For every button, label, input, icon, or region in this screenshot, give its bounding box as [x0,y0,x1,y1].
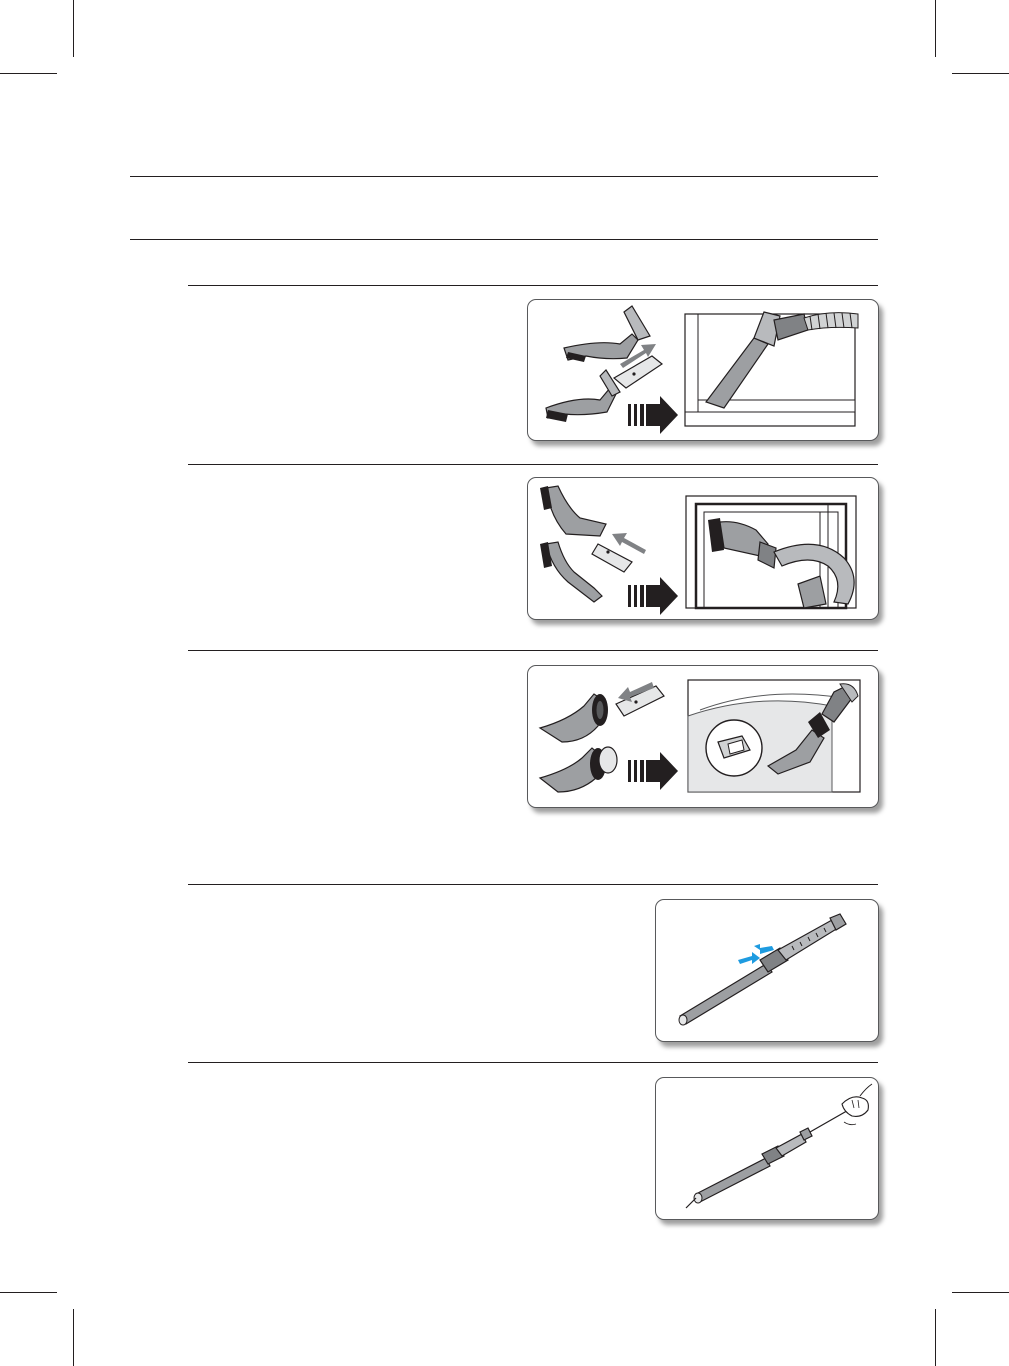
crop-mark-bottom-right-v [935,1309,936,1366]
crevice-tool-illustration [527,299,879,441]
crop-mark-top-left-h [0,73,57,74]
crop-mark-bottom-left-h [0,1292,57,1293]
title-rule-top [130,176,878,177]
right-arrow-icon [628,577,678,615]
right-arrow-icon [628,396,678,434]
crop-mark-top-right-v [935,0,936,57]
window-scene [685,312,858,426]
crop-mark-top-left-v [73,0,74,57]
telescopic-pipe [679,914,846,1025]
dusting-brush-illustration [527,477,879,620]
section-rule-5 [188,1062,878,1063]
section-rule-4 [188,884,878,885]
crevice-nozzle [614,356,662,388]
crop-mark-bottom-right-h [952,1292,1009,1293]
hand-icon [842,1084,872,1125]
brush-head-bottom [546,370,620,422]
gray-slide-arrow-icon [612,533,646,554]
telescopic-pipe [694,1128,812,1203]
crop-mark-top-right-h [952,73,1009,74]
upholstery-nozzle-top [540,694,608,742]
section-rule-1 [188,285,878,286]
car-interior-scene [688,680,860,792]
window-frame-scene [686,496,856,608]
upholstery-tool-illustration [527,665,879,808]
section-rule-2 [188,464,878,465]
right-arrow-icon [628,752,678,790]
title-rule-bottom [130,239,878,240]
crop-mark-bottom-left-v [73,1309,74,1366]
telescopic-pipe-illustration [655,899,879,1042]
pipe-cleaning-illustration [655,1077,879,1220]
brush-head-top [564,306,650,362]
brush-nozzle-top [540,486,606,536]
upholstery-nozzle-bottom [540,747,617,792]
crevice-nozzle [592,544,632,572]
section-rule-3 [188,650,878,651]
brush-nozzle-bottom [540,542,602,602]
